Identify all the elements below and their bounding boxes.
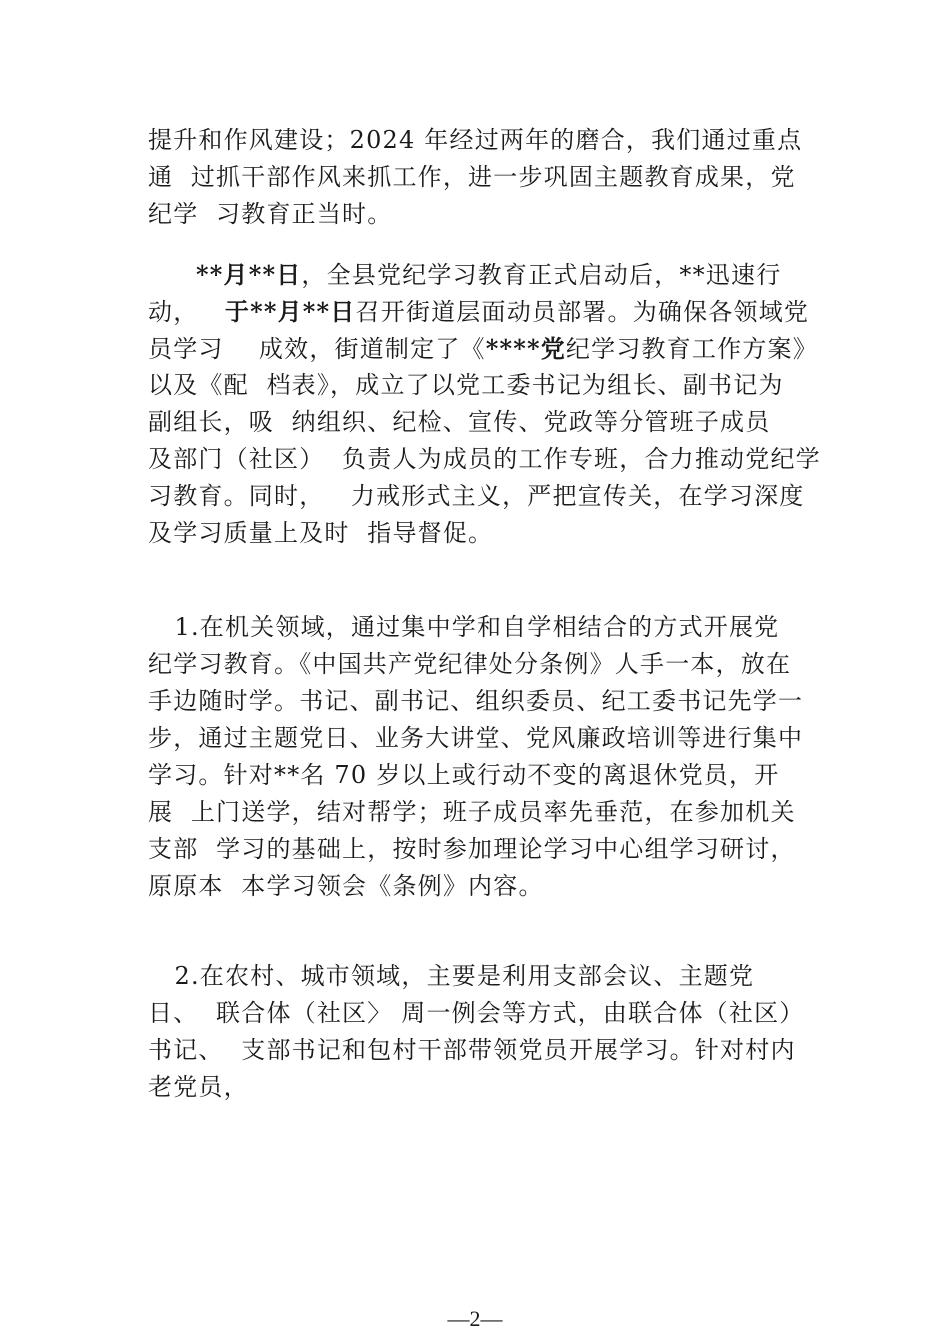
text-line: 通 过抓干部作风来抓工作，进一步巩固主题教育成果，党 bbox=[148, 163, 796, 191]
paragraph-2 bbox=[148, 256, 821, 552]
plan-title-bold: ****党 bbox=[485, 334, 566, 363]
text-line: 原原本 本学习领会《条例》内容。 bbox=[148, 872, 544, 900]
text-line: 手边随时学。书记、副书记、组织委员、纪工委书记先学一 bbox=[148, 687, 804, 715]
text-line: **月**日，全县党纪学习教育正式启动后，**迅速行 bbox=[196, 260, 782, 289]
text-line: 纪学习教育。《中国共产党纪律处分条例》人手一本，放在 bbox=[148, 650, 792, 678]
paragraph-4 bbox=[148, 958, 818, 1106]
paragraph-3 bbox=[148, 609, 818, 905]
text-line: 提升和作风建设；2024 年经过两年的磨合，我们通过重点 bbox=[148, 126, 803, 154]
text-line: 学习。针对**名 70 岁以上或行动不变的离退休党员，开 bbox=[148, 761, 780, 789]
text-line: 副组长，吸 纳组织、纪检、宣传、党政等分管班子成员 bbox=[148, 408, 771, 436]
text-line: 纪学 习教育正当时。 bbox=[148, 200, 393, 228]
text-line: 1.在机关领域，通过集中学和自学相结合的方式开展党 bbox=[148, 613, 780, 641]
text-line: 书记、 支部书记和包村干部带领党员开展学习。针对村内 bbox=[148, 1036, 796, 1064]
date-placeholder: 于**月**日 bbox=[224, 297, 356, 326]
text-line: 日、 联合体（社区〉 周一例会等方式，由联合体（社区） bbox=[148, 999, 805, 1027]
text-line: 习教育。同时， 力戒形式主义，严把宣传关，在学习深度 bbox=[148, 482, 805, 510]
text-line: 展 上门送学，结对帮学；班子成员率先垂范，在参加机关 bbox=[148, 798, 796, 826]
page-number: —2— bbox=[447, 1306, 503, 1331]
text-line: 及部门（社区） 负责人为成员的工作专班，合力推动党纪学 bbox=[148, 445, 821, 473]
text-line: 及学习质量上及时 指导督促。 bbox=[148, 519, 494, 547]
text-line: 动， 于**月**日召开街道层面动员部署。为确保各领域党 bbox=[148, 297, 810, 326]
text-line: 支部 学习的基础上，按时参加理论学习中心组学习研讨， bbox=[148, 835, 796, 863]
text-line: 老党员， bbox=[148, 1073, 249, 1101]
text-line: 步，通过主题党日、业务大讲堂、党风廉政培训等进行集中 bbox=[148, 724, 804, 752]
text-line: 以及《配 档表》，成立了以党工委书记为组长、副书记为 bbox=[148, 371, 784, 399]
text-line: 员学习 成效，街道制定了《****党纪学习教育工作方案》 bbox=[148, 334, 818, 363]
text-line: 2.在农村、城市领域，主要是利用支部会议、主题党 bbox=[148, 962, 755, 990]
date-placeholder: **月**日 bbox=[196, 260, 302, 289]
paragraph-1 bbox=[148, 122, 818, 233]
